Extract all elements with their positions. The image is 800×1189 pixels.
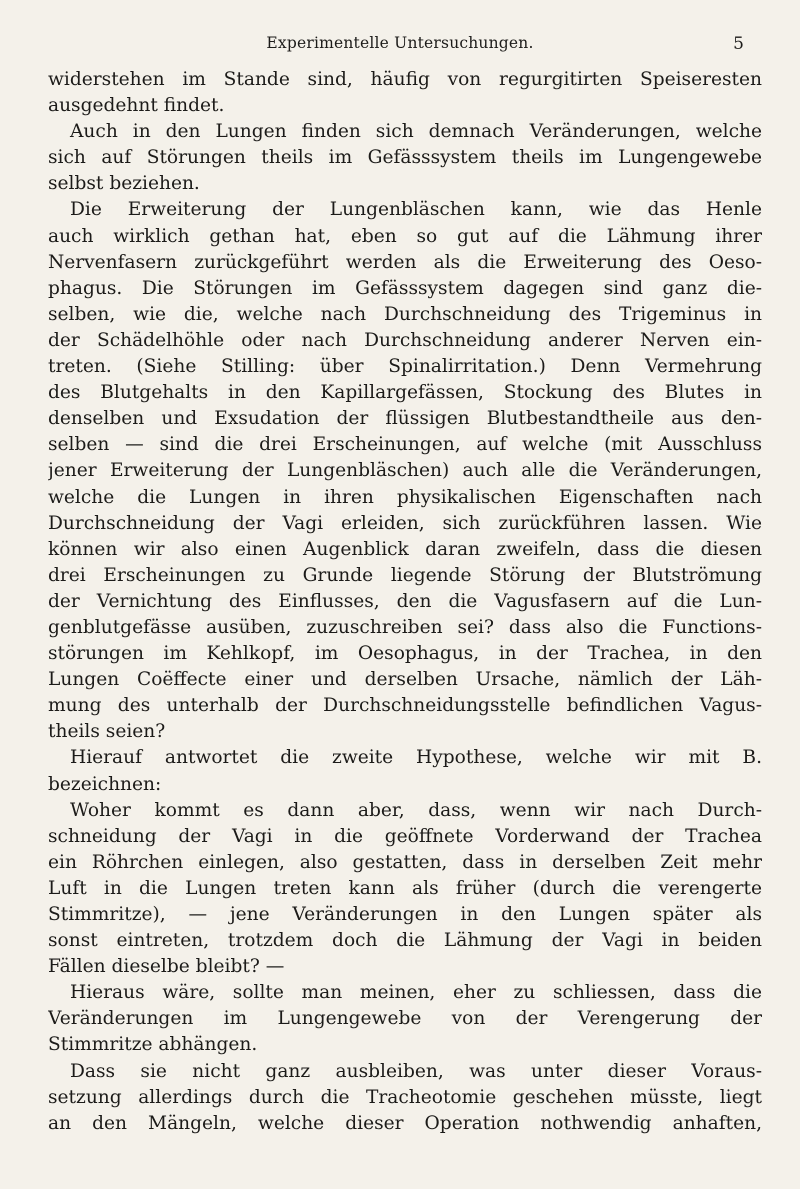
- running-title: Experimentelle Untersuchungen.: [266, 34, 534, 52]
- text-line: bezeichnen:: [48, 773, 162, 795]
- page-number: 5: [733, 34, 744, 54]
- text-line: widerstehen im Stande sind, häufig von regurgitirten Speiseresten: [48, 69, 762, 90]
- text-line: an den Mängeln, welche dieser Operation nothwendig anhaften,: [48, 1112, 762, 1134]
- text-line: Veränderungen im Lungengewebe von der Verengerung der: [48, 1008, 762, 1030]
- text-line: sich auf Störungen theils im Gefässsystem theils im Lungengewebe: [48, 147, 762, 169]
- text-line: mung des unterhalb der Durchschneidungsstelle befindlichen Vagus-: [48, 695, 762, 717]
- text-line: treten. (Siehe Stilling: über Spinalirritation.) Denn Vermehrung: [48, 356, 762, 378]
- text-line: welche die Lungen in ihren physikalischen Eigenschaften nach: [48, 486, 762, 508]
- text-line: Stimmritze), — jene Veränderungen in den Lungen später als: [48, 904, 762, 925]
- text-line: Durchschneidung der Vagi erleiden, sich zurückführen lassen. Wie: [48, 512, 762, 534]
- text-line: Fällen dieselbe bleibt? —: [48, 956, 285, 978]
- text-line: Dass sie nicht ganz ausbleiben, was unter dieser Voraus-: [70, 1060, 762, 1082]
- text-line: Stimmritze abhängen.: [48, 1034, 258, 1056]
- text-line: Auch in den Lungen finden sich demnach Veränderungen, welche: [70, 121, 762, 143]
- text-line: sonst eintreten, trotzdem doch die Lähmung der Vagi in beiden: [48, 930, 762, 952]
- text-line: Luft in die Lungen treten kann als früher (durch die verengerte: [48, 877, 762, 899]
- text-line: auch wirklich gethan hat, eben so gut auf die Lähmung ihrer: [48, 225, 762, 247]
- text-line: Nervenfasern zurückgeführt werden als die Erweiterung des Oeso-: [48, 251, 762, 273]
- text-line: Hieraus wäre, sollte man meinen, eher zu schliessen, dass die: [70, 982, 762, 1004]
- text-line: theils seien?: [48, 721, 166, 743]
- text-line: jener Erweiterung der Lungenbläschen) auch alle die Veränderungen,: [48, 460, 762, 482]
- text-line: ein Röhrchen einlegen, also gestatten, dass in derselben Zeit mehr: [48, 851, 762, 873]
- text-line: denselben und Exsudation der flüssigen Blutbestandtheile aus den-: [48, 408, 762, 430]
- text-line: phagus. Die Störungen im Gefässsystem dagegen sind ganz die-: [48, 277, 762, 299]
- running-head: [0, 34, 800, 58]
- text-line: schneidung der Vagi in die geöffnete Vorderwand der Trachea: [48, 825, 762, 847]
- text-line: genblutgefässe ausüben, zuzuschreiben sei? dass also die Functions-: [48, 616, 762, 638]
- text-line: der Vernichtung des Einflusses, den die Vagusfasern auf die Lun-: [48, 590, 762, 612]
- text-line: störungen im Kehlkopf, im Oesophagus, in der Trachea, in den: [48, 643, 762, 665]
- text-line: Die Erweiterung der Lungenbläschen kann, wie das Henle: [70, 199, 762, 221]
- text-line: selben — sind die drei Erscheinungen, auf welche (mit Ausschluss: [48, 434, 762, 456]
- body-text: [48, 67, 762, 1137]
- text-line: Woher kommt es dann aber, dass, wenn wir nach Durch-: [70, 799, 762, 821]
- text-line: drei Erscheinungen zu Grunde liegende Störung der Blutströmung: [48, 564, 762, 586]
- text-line: selben, wie die, welche nach Durchschneidung des Trigeminus in: [48, 303, 762, 325]
- text-line: des Blutgehalts in den Kapillargefässen, Stockung des Blutes in: [48, 382, 762, 404]
- text-line: selbst beziehen.: [48, 173, 200, 195]
- text-line: können wir also einen Augenblick daran zweifeln, dass die diesen: [48, 538, 762, 560]
- text-line: Hierauf antwortet die zweite Hypothese, welche wir mit B.: [70, 747, 762, 769]
- text-line: der Schädelhöhle oder nach Durchschneidung anderer Nerven ein-: [48, 329, 762, 351]
- text-line: Lungen Coëffecte einer und derselben Ursache, nämlich der Läh-: [48, 669, 762, 691]
- text-line: ausgedehnt findet.: [48, 95, 225, 117]
- text-line: setzung allerdings durch die Tracheotomie geschehen müsste, liegt: [48, 1086, 762, 1108]
